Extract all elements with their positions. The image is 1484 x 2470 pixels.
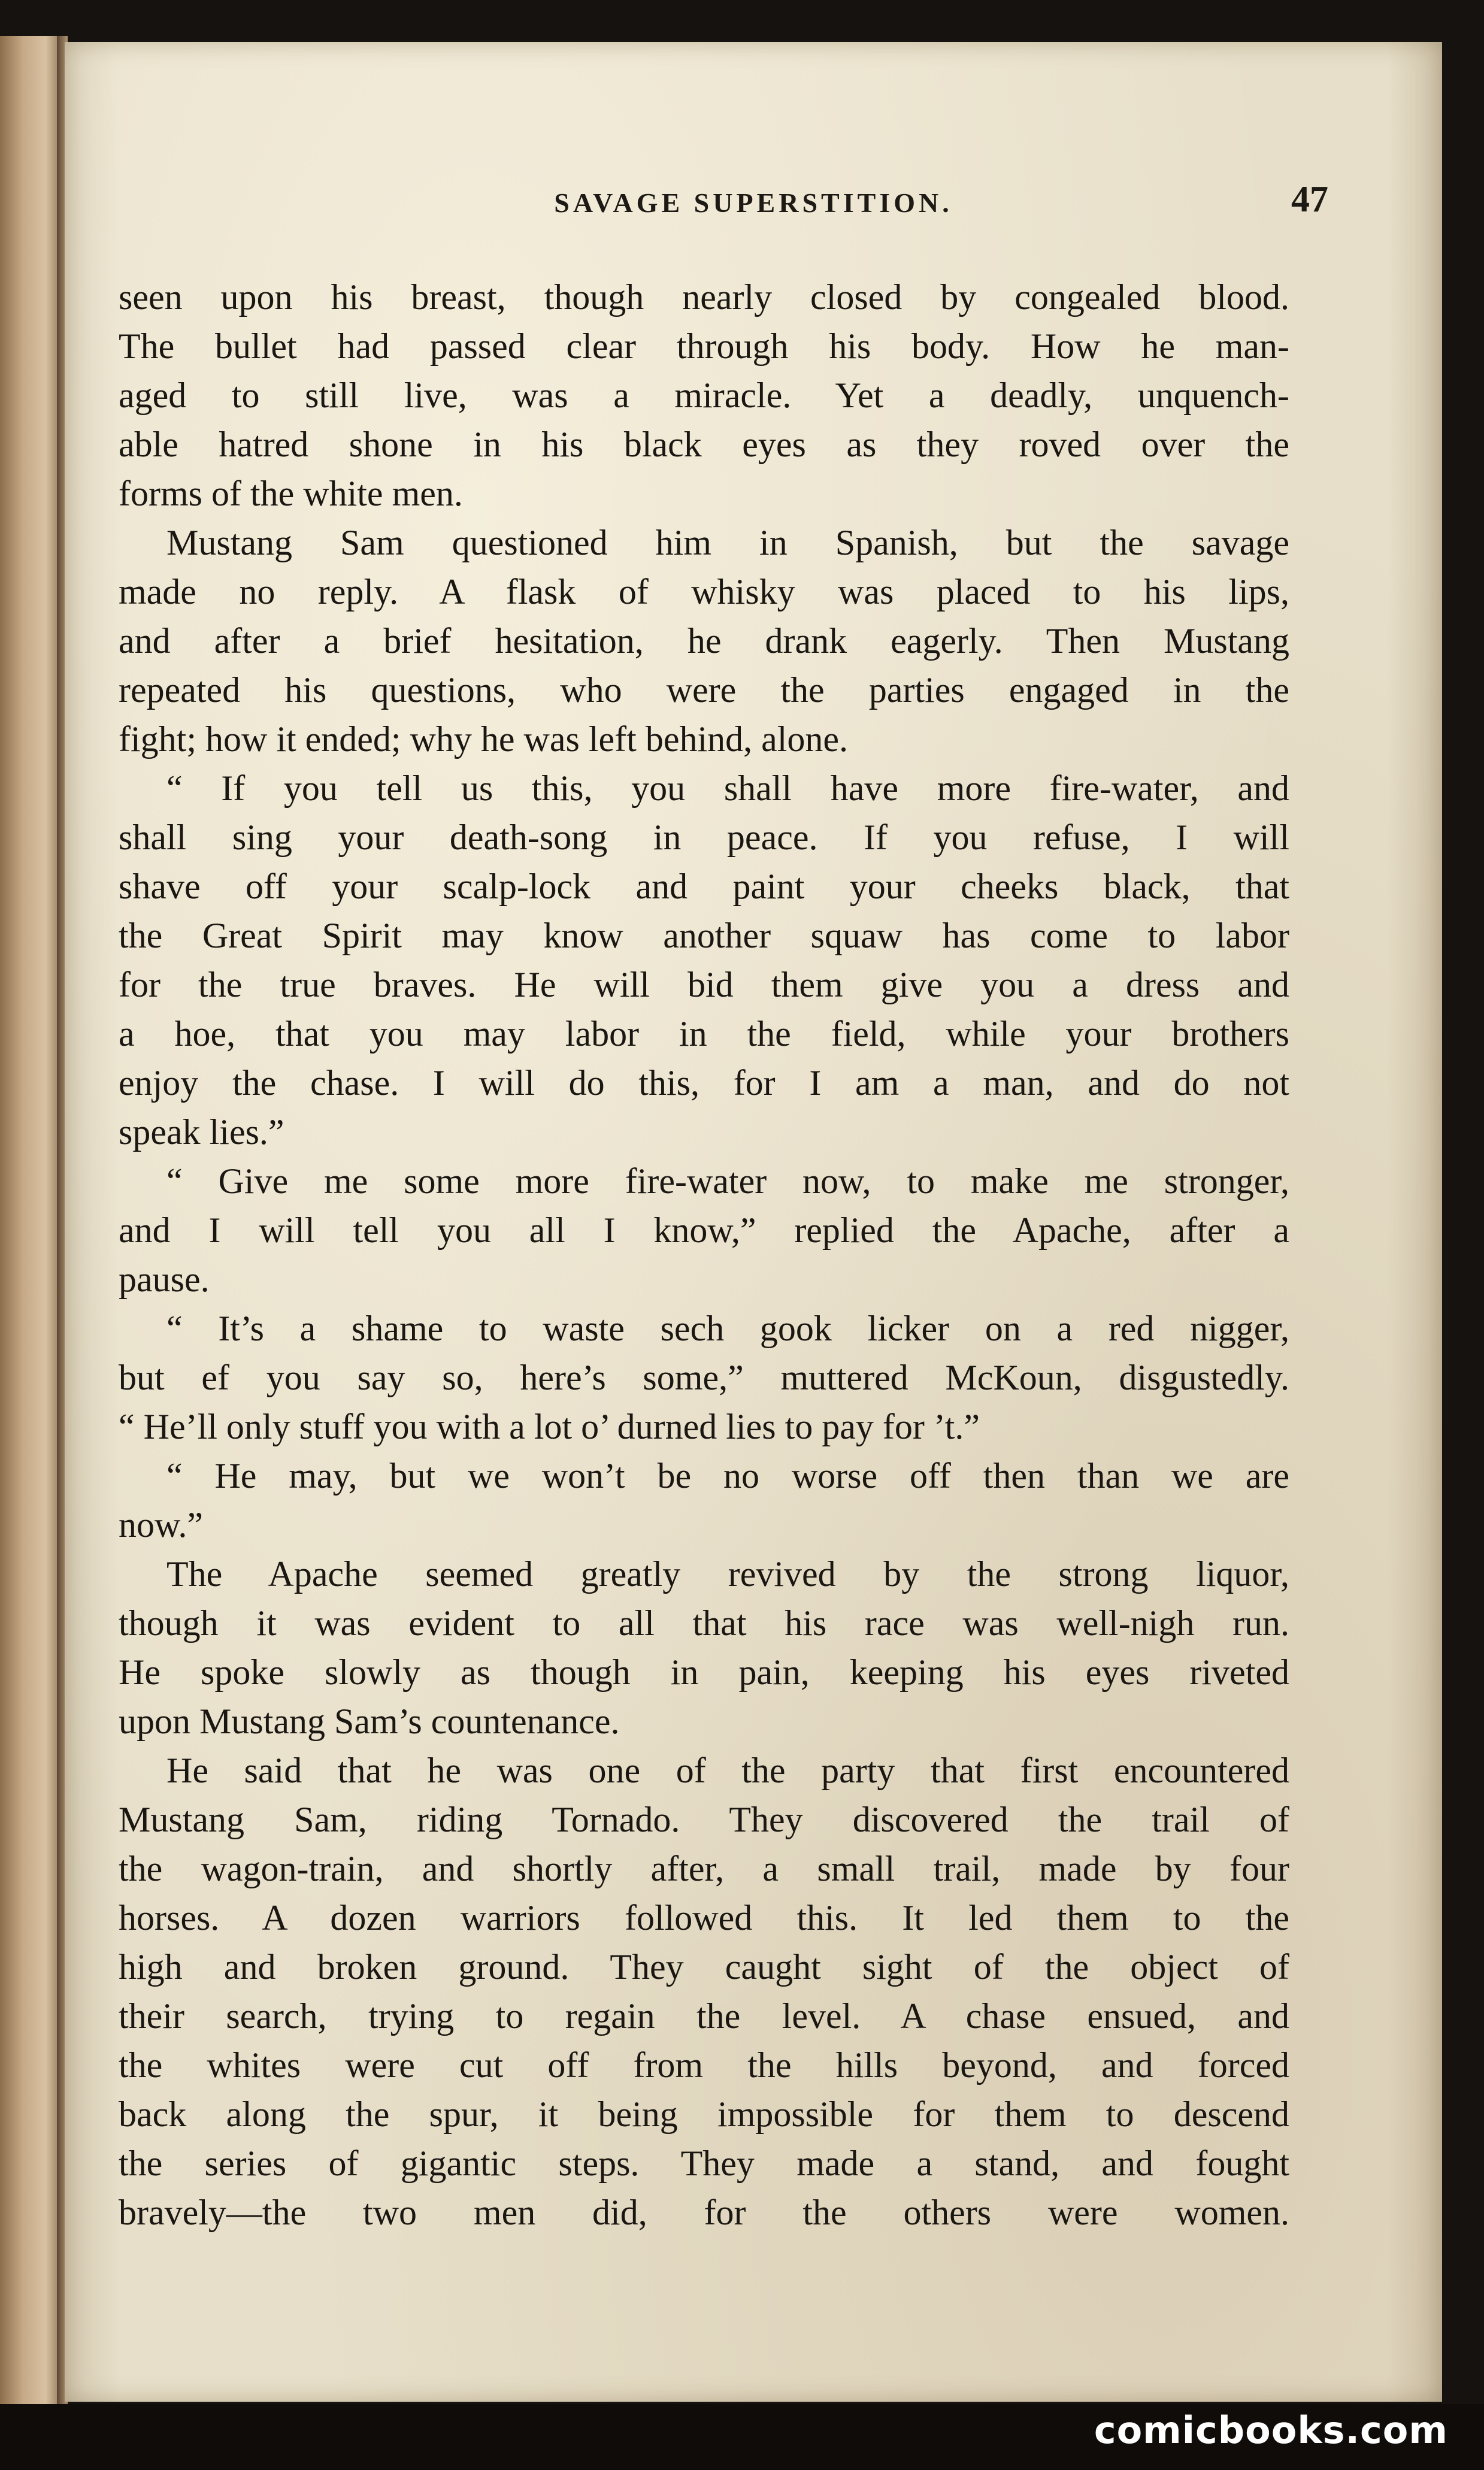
text-line: He said that he was one of the party that first encountered — [166, 1751, 1289, 1790]
text-line: “ It’s a shame to waste sech gook licker on a red nigger, — [166, 1309, 1289, 1348]
text-line: Mustang Sam questioned him in Spanish, but the savage — [166, 523, 1289, 562]
watermark: comicbooks.com — [1094, 2408, 1448, 2452]
text-line: and I will tell you all I know,” replied the Apache, after a — [119, 1210, 1289, 1250]
text-line: fight; how it ended; why he was left behind, alone. — [119, 719, 849, 759]
text-line: for the true braves. He will bid them give you a dress and — [119, 965, 1289, 1004]
text-line: forms of the white men. — [119, 474, 463, 513]
book-page — [65, 42, 1442, 2402]
text-line: The bullet had passed clear through his body. How he man- — [119, 326, 1289, 366]
text-line: bravely—the two men did, for the others were women. — [119, 2193, 1289, 2232]
running-title: SAVAGE SUPERSTITION. — [554, 187, 953, 218]
running-head — [184, 178, 1328, 226]
text-line: made no reply. A flask of whisky was placed to his lips, — [119, 572, 1289, 612]
left-page-edge — [0, 36, 57, 2408]
text-line: upon Mustang Sam’s countenance. — [119, 1702, 620, 1741]
text-line: Mustang Sam, riding Tornado. They discovered the trail of — [119, 1800, 1289, 1839]
text-line: but ef you say so, here’s some,” muttered McKoun, disgustedly. — [119, 1358, 1289, 1397]
body-text — [119, 273, 1289, 2237]
text-line: the series of gigantic steps. They made a stand, and fought — [119, 2144, 1289, 2183]
text-line: shall sing your death-song in peace. If you refuse, I will — [119, 818, 1289, 857]
text-line: able hatred shone in his black eyes as they roved over the — [119, 425, 1289, 464]
page-number: 47 — [1291, 179, 1328, 220]
text-line: high and broken ground. They caught sight of the object of — [119, 1947, 1289, 1987]
text-line: though it was evident to all that his race was well-nigh run. — [119, 1603, 1289, 1643]
text-line: “ He may, but we won’t be no worse off then than we are — [166, 1456, 1289, 1496]
text-line: aged to still live, was a miracle. Yet a deadly, unquench- — [119, 376, 1289, 415]
text-line: the wagon-train, and shortly after, a small trail, made by four — [119, 1849, 1289, 1888]
text-line: “ If you tell us this, you shall have more fire-water, and — [166, 768, 1289, 808]
text-line: seen upon his breast, though nearly closed by congealed blood. — [119, 277, 1289, 317]
text-line: speak lies.” — [119, 1112, 284, 1152]
text-line: repeated his questions, who were the parties engaged in the — [119, 670, 1289, 710]
text-line: He spoke slowly as though in pain, keeping his eyes riveted — [119, 1652, 1289, 1692]
text-line: “ He’ll only stuff you with a lot o’ durned lies to pay for ’t.” — [119, 1407, 980, 1446]
text-line: the Great Spirit may know another squaw has come to labor — [119, 916, 1289, 955]
text-line: pause. — [119, 1260, 210, 1299]
text-line: shave off your scalp-lock and paint your cheeks black, that — [119, 867, 1289, 906]
text-line: “ Give me some more fire-water now, to make me stronger, — [166, 1161, 1289, 1201]
text-line: back along the spur, it being impossible for them to descend — [119, 2094, 1289, 2134]
text-line: now.” — [119, 1505, 204, 1545]
text-line: the whites were cut off from the hills beyond, and forced — [119, 2045, 1289, 2085]
text-line: their search, trying to regain the level. A chase ensued, and — [119, 1996, 1289, 2036]
text-line: enjoy the chase. I will do this, for I am a man, and do not — [119, 1063, 1289, 1103]
text-line: The Apache seemed greatly revived by the strong liquor, — [166, 1554, 1289, 1594]
text-line: horses. A dozen warriors followed this. It led them to the — [119, 1898, 1289, 1938]
text-line: a hoe, that you may labor in the field, while your brothers — [119, 1014, 1289, 1054]
text-line: and after a brief hesitation, he drank eagerly. Then Mustang — [119, 621, 1289, 661]
